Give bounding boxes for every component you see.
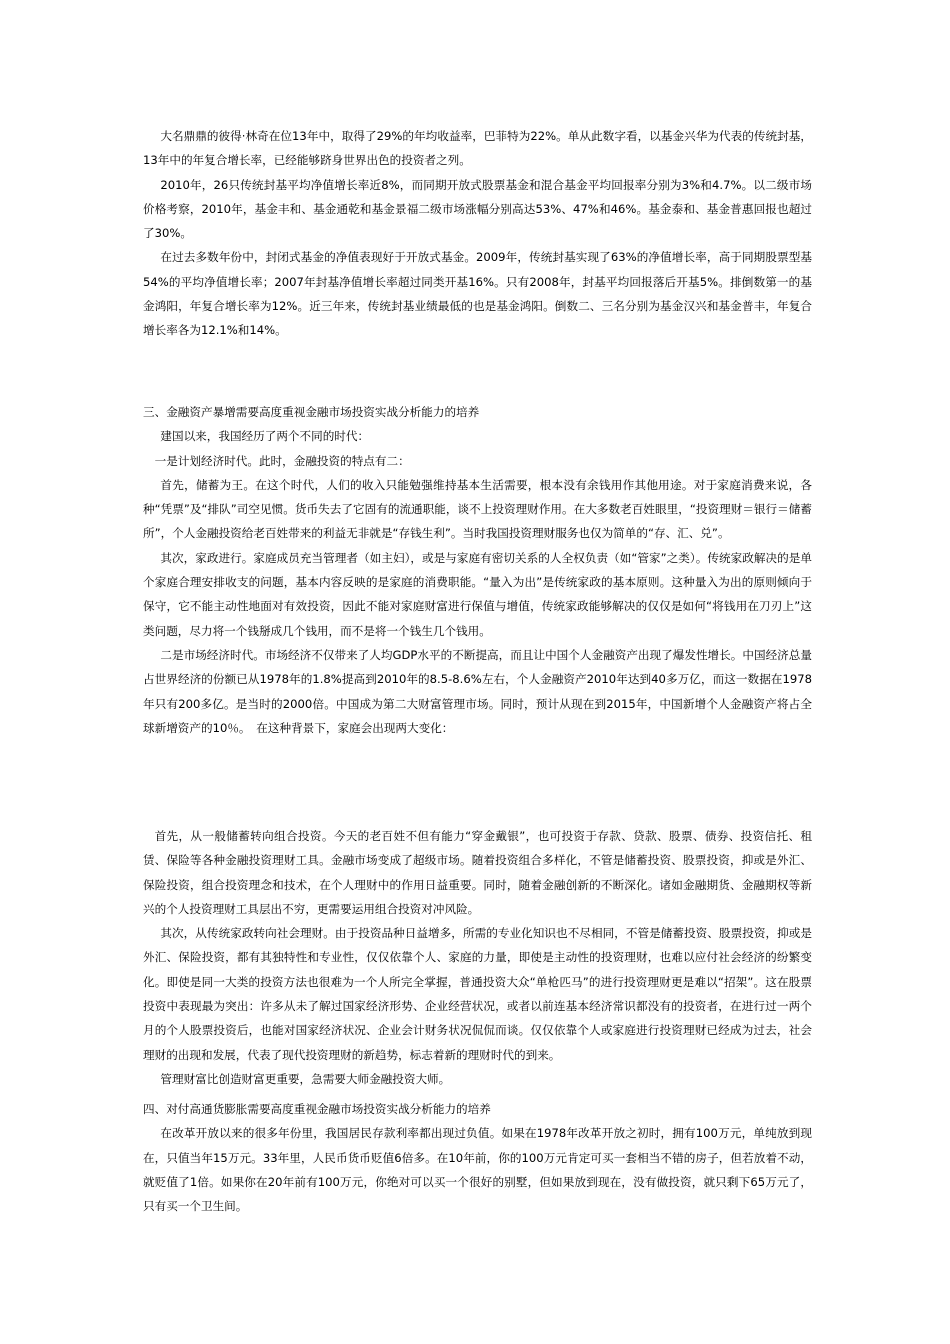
- section-four-heading: 四、对付高通货膨胀需要高度重视金融市场投资实战分析能力的培养: [143, 1102, 491, 1116]
- paragraph-household-management: 其次，家政进行。家庭成员充当管理者（如主妇），或是与家庭有密切关系的人全权负责（如“管家”之类）。传统家政解决的是单个家庭合理安排收支的问题，基本内容反映的是家庭的消费职能。“量入为出”是传统家政的基本原则。这种量入为出的原则倾向于保守，它不能主动性地面对有效投资，因此不能对家庭财富进行保值与增值，传统家政能够解决的仅仅是如何“将钱用在刀刃上”这类问题，尽力将一个钱掰成几个钱用，而不是将一个钱生几个钱用。: [143, 550, 812, 638]
- paragraph-social-finance: 其次，从传统家政转向社会理财。由于投资品种日益增多，所需的专业化知识也不尽相同，不管是储蓄投资、股票投资，抑或是外汇、保险投资，都有其独特性和专业性，仅仅依靠个人、家庭的力量，即使是主动性的投资理财，也难以应付社会经济的纷繁变化。即使是同一大类的投资方法也很难为一个人所完全掌握，普通投资大众“单枪匹马”的进行投资理财更是难以“招架”。这在股票投资中表现最为突出：许多从未了解过国家经济形势、企业经营状况，或者以前连基本经济常识都没有的投资者，在进行过一两个月的个人股票投资后，也能对国家经济状况、企业会计财务状况侃侃而谈。仅仅依靠个人或家庭进行投资理财已经成为过去，社会理财的出现和发展，代表了现代投资理财的新趋势，标志着新的理财时代的到来。: [143, 926, 812, 1062]
- section-three: [143, 400, 812, 740]
- paragraph-inflation: 在改革开放以来的很多年份里，我国居民存款利率都出现过负值。如果在1978年改革开放之初时，拥有100万元，单纯放到现在，只值当年15万元。33年里，人民币货币贬值6倍多。在10年前，你的100万元肯定可买一套相当不错的房子，但若放着不动，就贬值了1倍。如果你在20年前有100万元，你绝对可以买一个很好的别墅，但如果放到现在，没有做投资，就只剩下65万元了，只有买一个卫生间。: [143, 1126, 812, 1214]
- paragraph-savings-king: 首先，储蓄为王。在这个时代，人们的收入只能勉强维持基本生活需要，根本没有余钱用作其他用途。对于家庭消费来说，各种“凭票”及“排队”司空见惯。货币失去了它固有的流通职能，谈不上投资理财作用。在大多数老百姓眼里，“投资理财＝银行＝储蓄所”，个人金融投资给老百姓带来的利益无非就是“存钱生利”。当时我国投资理财服务也仅为简单的“存、汇、兑”。: [143, 477, 812, 541]
- paragraph-market-economy: 二是市场经济时代。市场经济不仅带来了人均GDP水平的不断提高，而且让中国个人金融资产出现了爆发性增长。中国经济总量占世界经济的份额已从1978年的1.8%提高到2010年的8.5-8.6%左右，个人金融资产2010年达到40多万亿，而这一数据在1978年只有200多亿。是当时的2000倍。中国成为第二大财富管理市场。同时，预计从现在到2015年，中国新增个人金融资产将占全球新增资产的10％。 在这种背景下，家庭会出现两大变化：: [143, 647, 812, 735]
- paragraph-2010-funds: 2010年，26只传统封基平均净值增长率近8%，而同期开放式股票基金和混合基金平均回报率分别为3%和4.7%。以二级市场价格考察，2010年，基金丰和、基金通乾和基金景福二级市场涨幅分别高达53%、47%和46%。基金泰和、基金普惠回报也超过了30%。: [143, 177, 812, 241]
- section-four: [143, 1097, 812, 1218]
- paragraph-lynch: 大名鼎鼎的彼得·林奇在位13年中，取得了29%的年均收益率，巴菲特为22%。单从此数字看，以基金兴华为代表的传统封基，13年中的年复合增长率，已经能够跻身世界出色的投资者之列。: [143, 129, 812, 168]
- middle-section: [143, 824, 812, 1091]
- paragraph-wealth-management: 管理财富比创造财富更重要，急需要大师金融投资大师。: [160, 1071, 451, 1086]
- section-three-heading: 三、金融资产暴增需要高度重视金融市场投资实战分析能力的培养: [143, 405, 480, 419]
- paragraph-two-eras: 建国以来，我国经历了两个不同的时代：: [160, 429, 370, 444]
- paragraph-portfolio-investment: 首先，从一般储蓄转向组合投资。今天的老百姓不但有能力“穿金戴银”，也可投资于存款、贷款、股票、债券、投资信托、租赁、保险等各种金融投资理财工具。金融市场变成了超级市场。随着投资组合多样化，不管是储蓄投资、股票投资，抑或是外汇、保险投资，组合投资理念和技术，在个人理财中的作用日益重要。同时，随着金融创新的不断深化。诸如金融期货、金融期权等新兴的个人投资理财工具层出不穷，更需要运用组合投资对冲风险。: [143, 829, 812, 916]
- top-section: [143, 124, 812, 343]
- paragraph-closed-funds: 在过去多数年份中，封闭式基金的净值表现好于开放式基金。2009年，传统封基实现了63%的净值增长率，高于同期股票型基54%的平均净值增长率；2007年封基净值增长率超过同类开基16%。只有2008年，封基平均回报落后开基5%。排倒数第一的基金鸿阳，年复合增长率为12%。近三年来，传统封基业绩最低的也是基金鸿阳。倒数二、三名分别为基金汉兴和基金普丰，年复合增长率各为12.1%和14%。: [143, 250, 812, 338]
- paragraph-planned-economy: 一是计划经济时代。此时，金融投资的特点有二：: [154, 453, 410, 468]
